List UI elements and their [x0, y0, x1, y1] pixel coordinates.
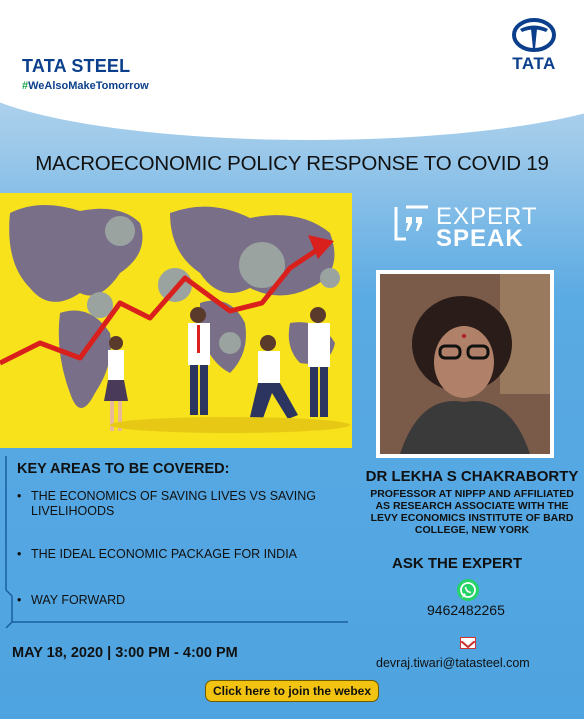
tata-emblem-icon: [512, 18, 556, 52]
ask-expert-heading: ASK THE EXPERT: [392, 555, 523, 572]
gmail-icon: [460, 637, 476, 649]
speaker-portrait: [380, 274, 550, 454]
key-area-text: THE ECONOMICS OF SAVING LIVES VS SAVING LIVELIHOODS: [31, 489, 317, 518]
hashtag-text: WeAlsoMakeTomorrow: [28, 80, 149, 92]
key-area-item: [17, 593, 331, 608]
brand-name: TATA STEEL: [22, 56, 131, 76]
page-title: MACROECONOMIC POLICY RESPONSE TO COVID 19: [35, 152, 549, 175]
illustration-graphic: [0, 193, 352, 448]
tata-logo: [505, 18, 563, 74]
brand-hashtag: [22, 80, 149, 92]
event-schedule: MAY 18, 2020 | 3:00 PM - 4:00 PM: [12, 645, 238, 661]
expert-badge-line1: EXPERT: [436, 203, 538, 230]
contact-phone[interactable]: 9462482265: [427, 602, 505, 618]
economy-illustration: [0, 193, 352, 448]
quote-icon: [392, 203, 432, 243]
join-webex-button[interactable]: Click here to join the webex: [205, 680, 379, 702]
speaker-description: PROFESSOR AT NIPFP AND AFFILIATED AS RESEARCH ASSOCIATE WITH THE LEVY ECONOMICS INSTITUTE OF BARD COLLEGE, NEW YORK: [370, 488, 574, 536]
whatsapp-icon: [457, 579, 479, 601]
bullet-icon: •: [17, 593, 22, 607]
key-area-item: [17, 489, 331, 519]
contact-email[interactable]: devraj.tiwari@tatasteel.com: [376, 656, 530, 670]
speaker-name: DR LEKHA S CHAKRABORTY: [365, 468, 579, 485]
key-area-text: THE IDEAL ECONOMIC PACKAGE FOR INDIA: [31, 547, 298, 561]
key-area-text: WAY FORWARD: [31, 593, 126, 607]
key-area-item: [17, 547, 331, 562]
expert-speak-badge: [392, 203, 538, 252]
key-areas-heading: KEY AREAS TO BE COVERED:: [17, 461, 230, 477]
bullet-icon: •: [17, 489, 22, 503]
expert-badge-line2: SPEAK: [436, 225, 524, 252]
tata-steel-logo: [22, 56, 149, 92]
bullet-icon: •: [17, 547, 22, 561]
speaker-photo: [380, 274, 550, 454]
hashtag-symbol: #: [22, 80, 29, 92]
tata-logo-word: TATA: [512, 54, 556, 73]
speaker-photo-frame: [376, 270, 554, 458]
